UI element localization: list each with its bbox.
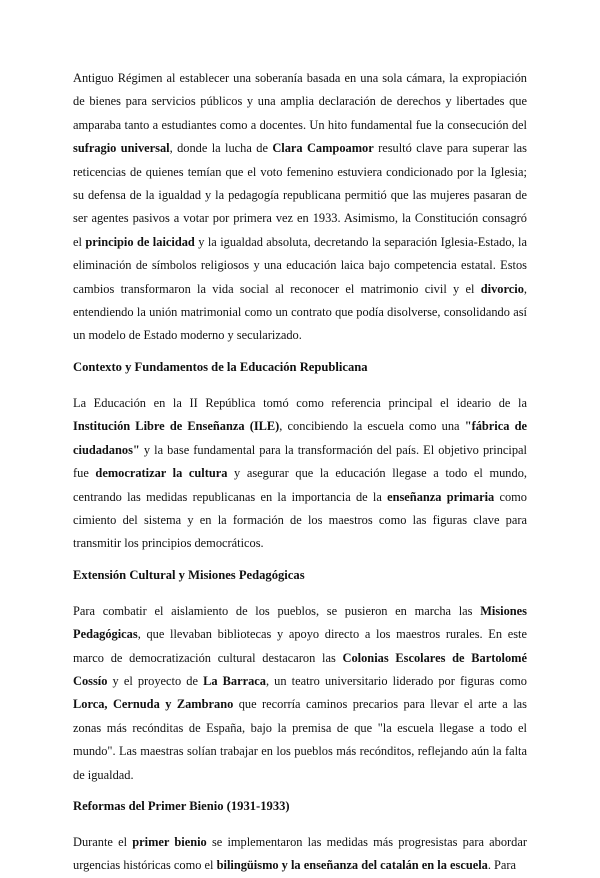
bold-term: enseñanza primaria [387, 489, 495, 504]
text-run: como cimiento del sistema y en la formación de los maestros como las figuras clave para transmitir los principios democráticos. [73, 489, 527, 551]
section-heading-reforms: Reformas del Primer Bienio (1931-1933) [73, 798, 290, 813]
text-run: La Educación en la II República tomó como referencia principal el ideario de la [73, 395, 527, 410]
text-run: que recorría caminos precarios para llevar el arte a las zonas más recónditas de España, bajo la premisa de que "la escuela llegase a todo el mundo". Las maestras solían trabajar en los pueblos más recónditos, reflejando aún la falta de igualdad. [73, 697, 527, 782]
text-run: , concibiendo la escuela como una [279, 419, 465, 434]
text-run: , un teatro universitario liderado por figuras como [265, 673, 527, 688]
paragraph-constitution [73, 67, 527, 348]
paragraph-missions [73, 600, 527, 787]
text-run: resultó clave para superar las reticencias de quienes temían que el voto femenino estuviera condicionado por la Iglesia; su defensa de la igualdad y la pedagogía republicana permitió que las mujeres pasaran de ser agentes pasivos a votar por primera vez en 1933. Asimismo, la Constitución consagró el [73, 141, 527, 249]
text-run: , entendiendo la unión matrimonial como un contrato que podía disolverse, consolidando así un modelo de Estado moderno y secularizado. [73, 281, 527, 343]
bold-term: Institución Libre de Enseñanza (ILE) [73, 419, 280, 434]
bold-term: divorcio [480, 281, 524, 296]
text-run: , que llevaban bibliotecas y apoyo directo a los maestros rurales. En este marco de democratización cultural destacaron las [73, 627, 527, 665]
text-run: , donde la lucha de [169, 141, 273, 156]
section-heading-missions: Extensión Cultural y Misiones Pedagógicas [73, 567, 305, 582]
bold-term: primer bienio [132, 834, 207, 849]
bold-term: Colonias Escolares de Bartolomé Cossío [73, 650, 527, 688]
text-run: y la base fundamental para la transformación del país. El objetivo principal fue [73, 442, 527, 481]
bold-term: democratizar la cultura [95, 466, 228, 481]
bold-term: bilingüismo y la enseñanza del catalán en la escuela [216, 858, 488, 873]
paragraph-context [73, 392, 527, 556]
text-run: Para combatir el aislamiento de los pueblos, se pusieron en marcha las [73, 603, 481, 618]
bold-term: Clara Campoamor [272, 141, 374, 156]
text-run: y asegurar que la educación llegase a todo el mundo, centrando las medidas republicanas en la importancia de la [73, 466, 527, 504]
bold-term: principio de laicidad [85, 234, 195, 249]
bold-term: Lorca, Cernuda y Zambrano [73, 697, 234, 712]
text-run: . Para [487, 858, 517, 873]
text-run: Antiguo Régimen al establecer una soberanía basada en una sola cámara, la expropiación de bienes para servicios públicos y una amplia declaración de derechos y libertades que amparaba tanto a estudiantes como a docentes. Un hito fundamental fue la consecución del [73, 71, 527, 132]
text-run: Durante el [73, 834, 133, 849]
bold-term: sufragio universal [73, 141, 170, 156]
bold-term: La Barraca [203, 673, 266, 688]
bold-term: Misiones Pedagógicas [73, 603, 527, 642]
paragraph-reforms [73, 831, 527, 878]
bold-term: "fábrica de ciudadanos" [73, 419, 527, 457]
text-run: y el proyecto de [107, 673, 204, 688]
text-run: se implementaron las medidas más progresistas para abordar urgencias históricas como el [73, 834, 528, 873]
text-run: y la igualdad absoluta, decretando la separación Iglesia-Estado, la eliminación de símbolos religiosos y una educación laica bajo competencia estatal. Estos cambios transformaron la vida social al reconocer el matrimonio civil y el [73, 234, 527, 296]
section-heading-context: Contexto y Fundamentos de la Educación Republicana [73, 359, 368, 374]
